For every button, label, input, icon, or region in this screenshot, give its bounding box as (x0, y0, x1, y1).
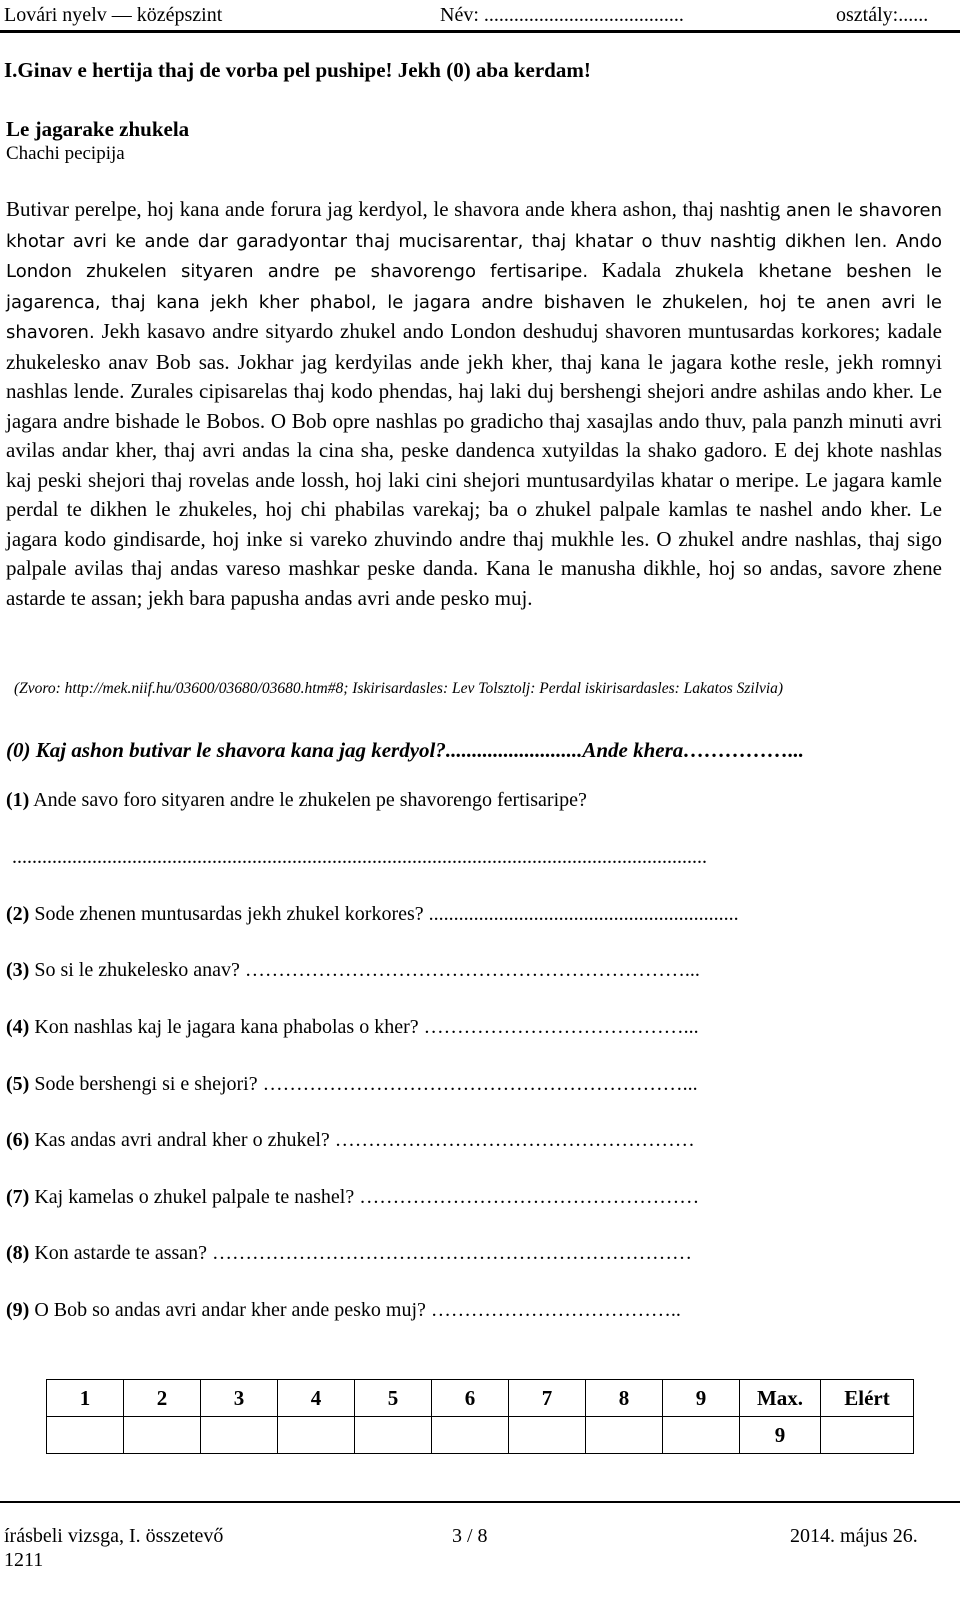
answer-line-1[interactable] (12, 846, 707, 869)
question-number: (9) (6, 1299, 30, 1321)
question-number: (3) (6, 959, 30, 981)
question-number: (8) (6, 1242, 30, 1264)
footer-divider (0, 1501, 960, 1503)
story-paragraph (6, 195, 942, 613)
score-cell-5[interactable] (355, 1417, 432, 1454)
question-5 (6, 1073, 698, 1096)
paragraph-part-5: Jekh kasavo andre sityardo zhukel ando London deshuduj shavoren muntusardas korkores; kadale zhukelesko anav Bob sas. Jokhar jag kerdyilas ande jekh kher, thaj kana le jagara kothe resle, jekh romnyi nashlas lende. Zurales cipisarelas thaj kodo phendas, haj laki duj bershengi shejori andre ashilas ando kher. Le jagara andre bishade le Bobos. O Bob opre nashlas po gradicho thaj xasajlas ando thuv, pala panzh minuti avri avilas andar kher, thaj avri andas la cina sha, peske dandenca xutyildas la shako gadoro. E dej khote nashlas kaj peski shejori thaj rovelas ande lossh, hoj laki cini shejori muntusardyilas khatar o meripe. Le jagara kamle perdal te dikhen le zhukeles, hoj chi phabilas varekaj; ba o zhukel palpale kamlas te nashel ando kher. Le jagara kodo gindisarde, hoj inke si vareko zhuvindo andre thaj mukhle les. O zhukel andre nashlas, thaj sigo palpale avilas thaj andas vareso mashkar peske danda. Kana le manusha dikhle, hoj so andas, savore zhene astarde te assan; jekh bara papusha andas avri ande pesko muj. (6, 319, 943, 610)
score-col-8: 8 (586, 1380, 663, 1417)
paragraph-part-2: anen le shavoren khotar avri ke ande dar garadyontar thaj mucisarentar, thaj khatar o thuv nashtig dikhen len. Ando London zhukelen sityaren andre pe shavorengo fertisaripe. (6, 200, 942, 282)
question-number: (2) (6, 903, 30, 925)
question-number: (1) (6, 789, 30, 811)
question-text: Ande savo foro sityaren andre le zhukelen pe shavorengo fertisaripe? (29, 789, 587, 811)
score-col-6: 6 (432, 1380, 509, 1417)
paragraph-part-4: zhukela khetane beshen le jagarenca, thaj kana jekh kher phabol, le jagara andre bishaven le zhukelen, hoj te anen avri le shavoren. (6, 261, 942, 343)
question-text: Sode bershengi si e shejori? ………………………………………………………... (29, 1073, 698, 1095)
question-text: Kon nashlas kaj le jagara kana phabolas o kher? …………………………………... (29, 1016, 699, 1038)
question-number: (4) (6, 1016, 30, 1038)
score-col-4: 4 (278, 1380, 355, 1417)
header-name-field: Név: ........................................ (440, 4, 684, 26)
score-max-value: 9 (740, 1417, 821, 1454)
score-cell-3[interactable] (201, 1417, 278, 1454)
question-number: (6) (6, 1129, 30, 1151)
question-number: (0) (6, 738, 31, 762)
score-cell-8[interactable] (586, 1417, 663, 1454)
paragraph-part-3: Kadala (601, 258, 662, 282)
answer-dots: ........................................................................................................................................... (12, 846, 707, 868)
question-4 (6, 1016, 699, 1039)
question-text: Kaj ashon butivar le shavora kana jag kerdyol?..........................Ande khera……………... (30, 738, 805, 762)
question-text: Sode zhenen muntusardas jekh zhukel korkores? .............................................................. (29, 903, 739, 925)
source-citation: (Zvoro: http://mek.niif.hu/03600/03680/03680.htm#8; Iskirisardasles: Lev Tolsztolj: Perdal iskirisardasles: Lakatos Szilvia) (14, 680, 784, 697)
story-subtitle: Chachi pecipija (6, 143, 125, 164)
score-achieved-cell[interactable] (821, 1417, 914, 1454)
question-text: Kon astarde te assan? ……………………………………………………………… (29, 1242, 693, 1264)
header-exam-title: Lovári nyelv — középszint (4, 4, 223, 26)
question-text: Kas andas avri andral kher o zhukel? ……………………………………………… (29, 1129, 695, 1151)
header-class-field: osztály:...... (836, 4, 929, 26)
paragraph-part-1: Butivar perelpe, hoj kana ande forura jag kerdyol, le shavora ande khera ashon, thaj nashtig (6, 197, 781, 221)
score-col-max: Max. (740, 1380, 821, 1417)
score-cell-9[interactable] (663, 1417, 740, 1454)
question-6 (6, 1129, 695, 1152)
task-instruction: I.Ginav e hertija thaj de vorba pel pushipe! Jekh (0) aba kerdam! (4, 58, 591, 82)
score-cell-4[interactable] (278, 1417, 355, 1454)
score-col-5: 5 (355, 1380, 432, 1417)
story-title: Le jagarake zhukela (6, 117, 190, 141)
score-header-row (47, 1380, 914, 1417)
question-2 (6, 903, 739, 926)
question-1 (6, 789, 587, 812)
score-col-7: 7 (509, 1380, 586, 1417)
score-cell-7[interactable] (509, 1417, 586, 1454)
footer-code: 1211 (4, 1549, 44, 1571)
footer-date: 2014. május 26. (790, 1525, 918, 1547)
footer-page-number: 3 / 8 (452, 1525, 488, 1547)
score-col-2: 2 (124, 1380, 201, 1417)
score-cell-2[interactable] (124, 1417, 201, 1454)
question-9 (6, 1299, 681, 1322)
footer-exam-part: írásbeli vizsga, I. összetevő (4, 1525, 224, 1547)
header-divider (0, 30, 960, 33)
score-table (46, 1379, 914, 1454)
question-8 (6, 1242, 692, 1265)
score-col-achieved: Elért (821, 1380, 914, 1417)
question-0 (6, 738, 804, 763)
score-col-3: 3 (201, 1380, 278, 1417)
score-col-1: 1 (47, 1380, 124, 1417)
score-cell-1[interactable] (47, 1417, 124, 1454)
question-text: Kaj kamelas o zhukel palpale te nashel? …………………………………………… (29, 1186, 700, 1208)
question-number: (7) (6, 1186, 30, 1208)
score-col-9: 9 (663, 1380, 740, 1417)
score-cell-6[interactable] (432, 1417, 509, 1454)
question-text: O Bob so andas avri andar kher ande pesko muj? ……………………………….. (29, 1299, 681, 1321)
question-number: (5) (6, 1073, 30, 1095)
question-text: So si le zhukelesko anav? …………………………………………………………... (29, 959, 700, 981)
question-3 (6, 959, 700, 982)
score-value-row (47, 1417, 914, 1454)
question-7 (6, 1186, 699, 1209)
